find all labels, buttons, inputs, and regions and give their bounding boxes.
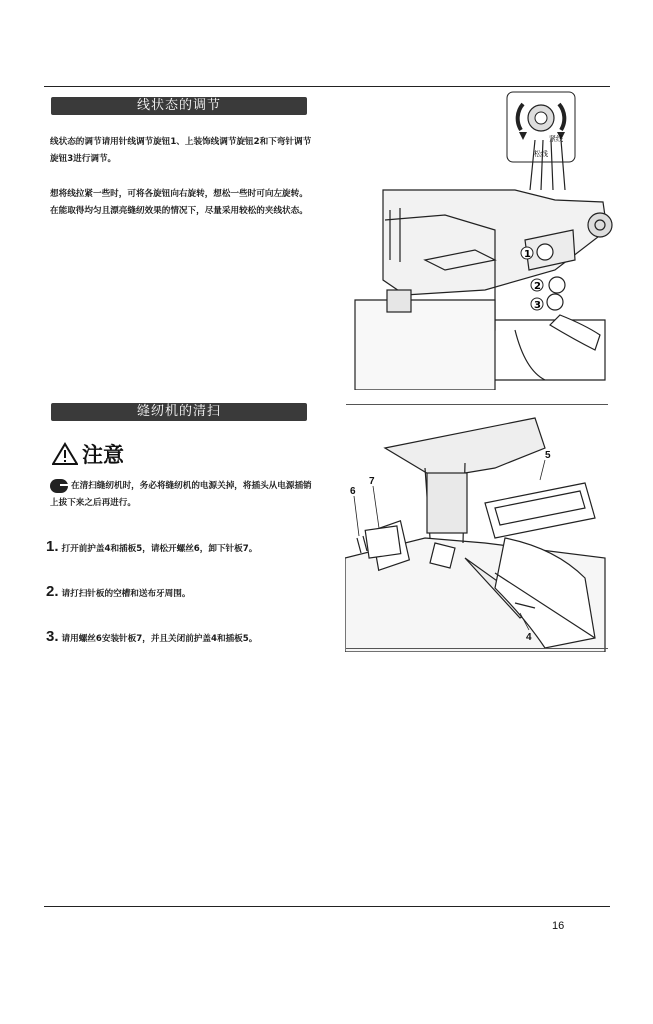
header-rule	[44, 86, 610, 87]
inset-loosen-label: 松线	[534, 150, 548, 158]
step-3-text: 请用螺丝6安装针板7，并且关闭前护盖4和插板5。	[61, 634, 258, 644]
step-1-text: 打开前护盖4和插板5，请松开螺丝6，卸下针板7。	[61, 544, 258, 554]
unplug-icon	[50, 479, 68, 493]
step-1-number: 1.	[46, 538, 59, 555]
thread-tension-figure	[345, 90, 615, 390]
callout-7: 7	[369, 476, 375, 487]
inset-tighten-label: 紧线	[549, 135, 563, 143]
footer-rule	[44, 906, 610, 907]
section-title-cleaning: 缝纫机的清扫	[51, 403, 307, 421]
tension-knob-inset	[507, 92, 575, 162]
callout-4: 4	[526, 632, 532, 643]
warning-triangle-icon	[52, 442, 78, 466]
page-number: 16	[552, 920, 565, 932]
figure-divider	[346, 404, 608, 405]
step-2-number: 2.	[46, 583, 59, 600]
overlock-machine-drawing	[355, 140, 612, 390]
callout-1: 1	[524, 249, 531, 260]
warning-body: 在清扫缝纫机时，务必将缝纫机的电源关掉，将插头从电源插销上拔下来之后再进行。	[50, 481, 312, 508]
paragraph-tension-2: 想将线拉紧一些时，可将各旋钮向右旋转，想松一些时可向左旋转。在能取得均匀且漂亮缝纫效果的情况下，尽量采用较松的夹线状态。	[50, 189, 308, 216]
warning-text	[50, 478, 314, 512]
callout-3: 3	[534, 300, 541, 311]
step-1	[46, 538, 257, 555]
callout-2: 2	[534, 281, 541, 292]
cleaning-figure	[345, 408, 609, 652]
step-3-number: 3.	[46, 628, 59, 645]
paragraph-tension-1: 线状态的调节请用针线调节旋钮1、上装饰线调节旋钮2和下弯针调节旋钮3进行调节。	[50, 137, 312, 164]
figure-bottom-rule	[346, 648, 608, 649]
warning-title-text: 注意	[82, 443, 124, 467]
needle-plate-drawing	[345, 418, 605, 652]
callout-6: 6	[350, 486, 356, 497]
callout-5: 5	[545, 450, 551, 461]
section-title-thread-tension: 线状态的调节	[51, 97, 307, 115]
warning-heading	[52, 439, 124, 469]
step-2-text: 请打扫针板的空槽和送布牙周围。	[61, 589, 191, 599]
step-3	[46, 628, 257, 645]
step-2	[46, 583, 190, 600]
